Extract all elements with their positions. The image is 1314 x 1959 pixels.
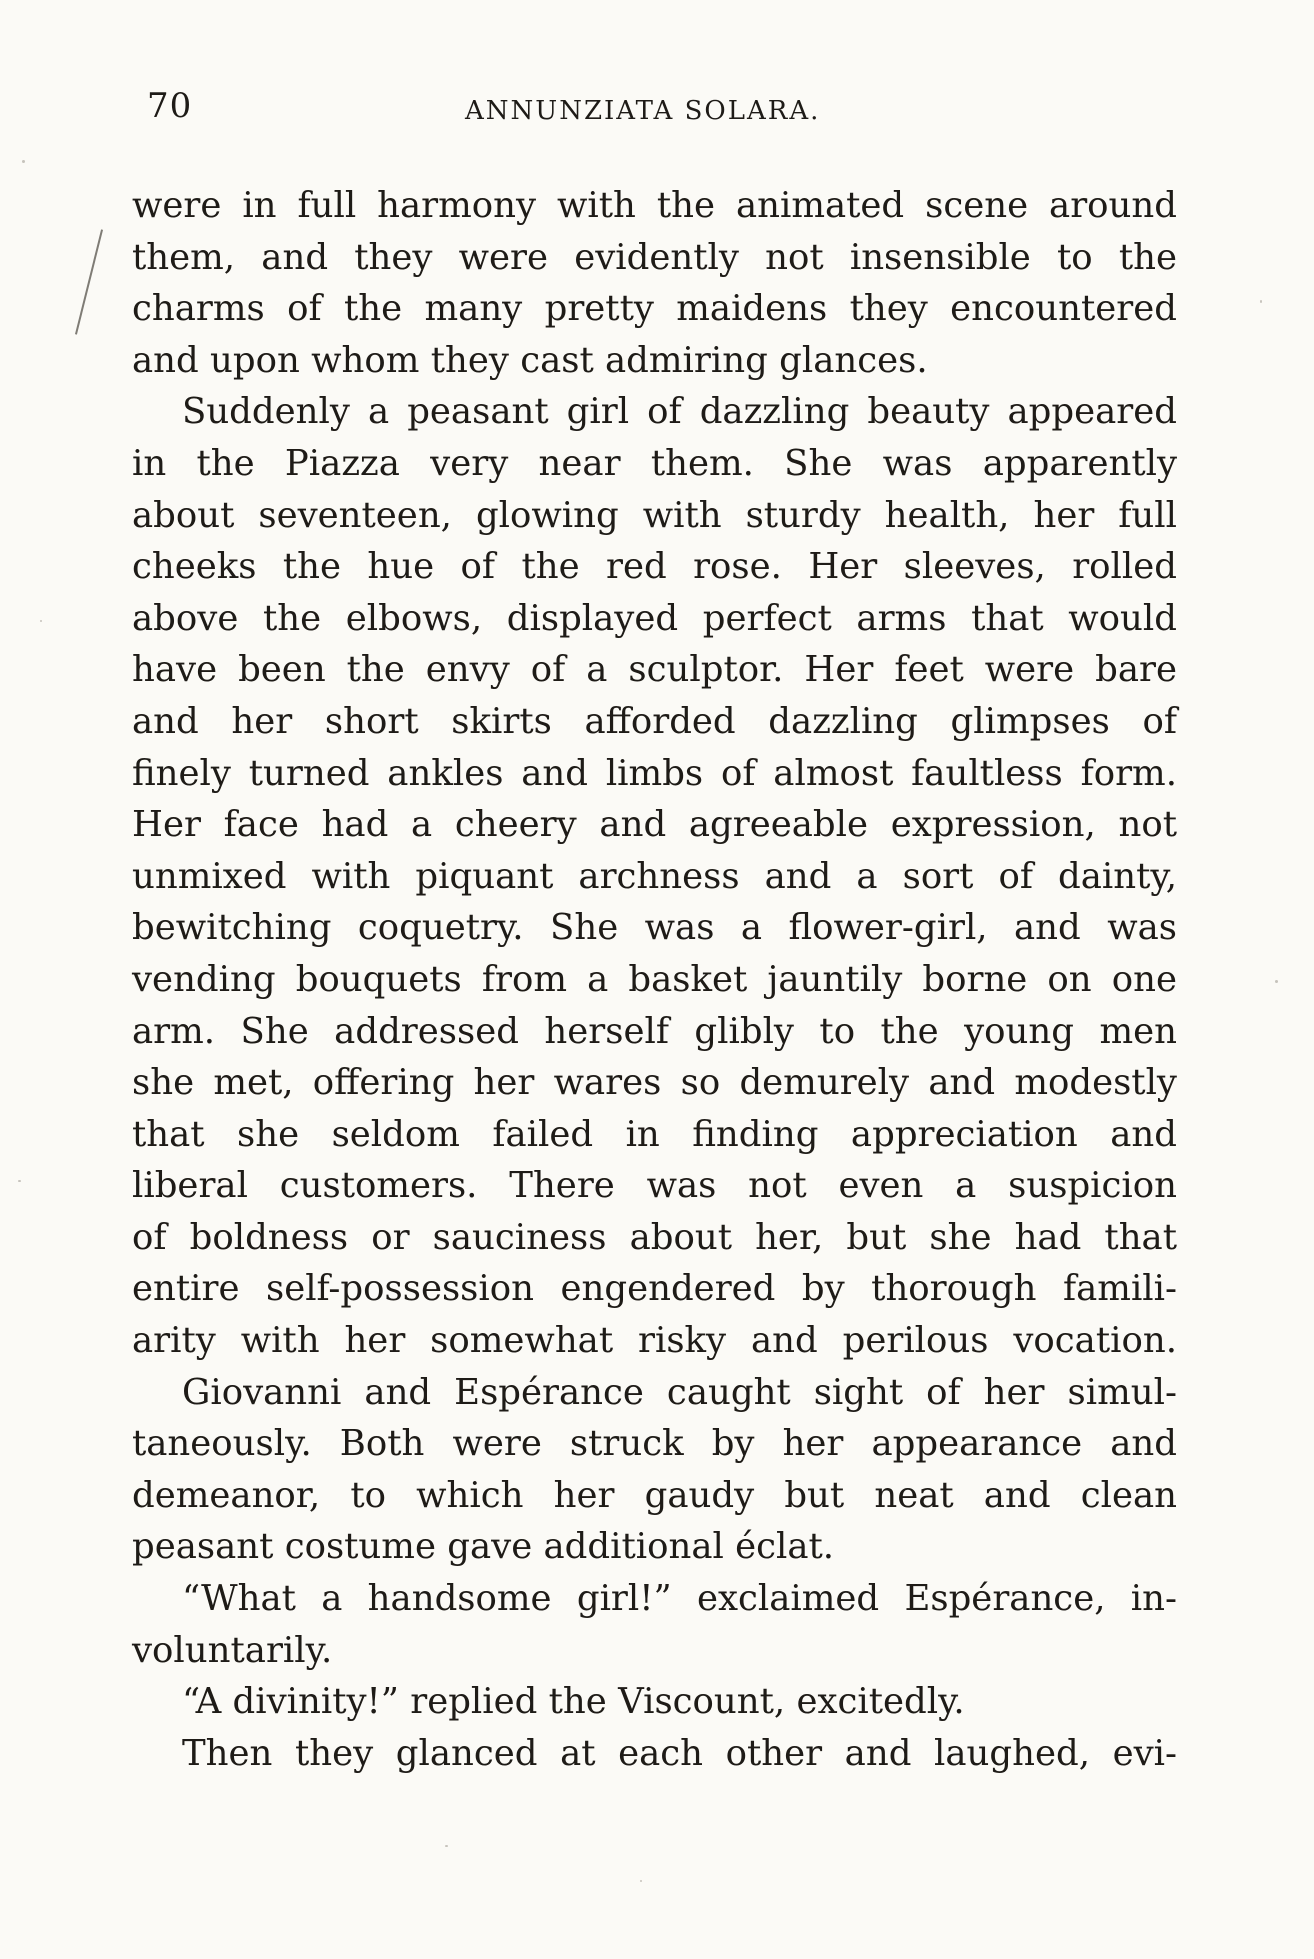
text-line: Suddenly a peasant girl of dazzling beauty appeared	[182, 391, 1177, 433]
text-line: vending bouquets from a basket jauntily borne on one	[132, 958, 1177, 1000]
text-line: finely turned ankles and limbs of almost faultless form.	[132, 752, 1177, 794]
text-line: “What a handsome girl!” exclaimed Espérance, in-	[182, 1578, 1177, 1620]
text-line: bewitching coquetry. She was a flower-girl, and was	[132, 907, 1177, 949]
text-line: have been the envy of a sculptor. Her feet were bare	[132, 649, 1177, 691]
text-line: Then they glanced at each other and laughed, evi-	[182, 1732, 1177, 1774]
text-line: that she seldom failed in finding appreciation and	[132, 1113, 1177, 1155]
text-line: and her short skirts afforded dazzling glimpses of	[132, 700, 1177, 742]
page-number: 70	[147, 86, 193, 126]
text-line: arity with her somewhat risky and perilous vocation.	[132, 1320, 1177, 1362]
text-line: of boldness or sauciness about her, but she had that	[132, 1216, 1177, 1258]
text-line: she met, offering her wares so demurely and modestly	[132, 1062, 1177, 1104]
paper-speck	[445, 1845, 448, 1847]
body-text	[132, 180, 1177, 1779]
running-title: ANNUNZIATA SOLARA.	[465, 96, 821, 126]
text-line: charms of the many pretty maidens they encountered	[132, 288, 1177, 330]
text-line: peasant costume gave additional éclat.	[132, 1526, 835, 1568]
paper-speck	[1275, 980, 1278, 983]
text-line: unmixed with piquant archness and a sort of dainty,	[132, 855, 1177, 897]
text-line: were in full harmony with the animated scene around	[132, 185, 1177, 226]
text-line: and upon whom they cast admiring glances.	[132, 339, 928, 381]
text-line: in the Piazza very near them. She was apparently	[132, 442, 1177, 484]
text-line: about seventeen, glowing with sturdy health, her full	[132, 494, 1177, 536]
text-line: Her face had a cheery and agreeable expression, not	[132, 804, 1177, 846]
text-line: “A divinity!” replied the Viscount, excitedly.	[182, 1681, 965, 1723]
text-line: arm. She addressed herself glibly to the young men	[132, 1010, 1177, 1052]
margin-pencil-mark	[75, 229, 103, 334]
text-line: demeanor, to which her gaudy but neat and clean	[132, 1474, 1177, 1516]
paper-speck	[1260, 300, 1262, 303]
paper-speck	[640, 1880, 642, 1882]
text-line: taneously. Both were struck by her appearance and	[132, 1423, 1177, 1465]
paper-speck	[22, 160, 25, 163]
text-line: cheeks the hue of the red rose. Her sleeves, rolled	[132, 546, 1177, 588]
text-line: them, and they were evidently not insensible to the	[132, 236, 1177, 278]
text-line: Giovanni and Espérance caught sight of her simul-	[182, 1371, 1177, 1413]
paper-speck	[18, 1180, 21, 1182]
paper-speck	[40, 620, 42, 622]
text-line: voluntarily.	[132, 1629, 333, 1671]
text-line: above the elbows, displayed perfect arms that would	[132, 597, 1177, 639]
text-line: liberal customers. There was not even a suspicion	[132, 1165, 1177, 1207]
text-line: entire self-possession engendered by thorough famili-	[132, 1268, 1177, 1310]
